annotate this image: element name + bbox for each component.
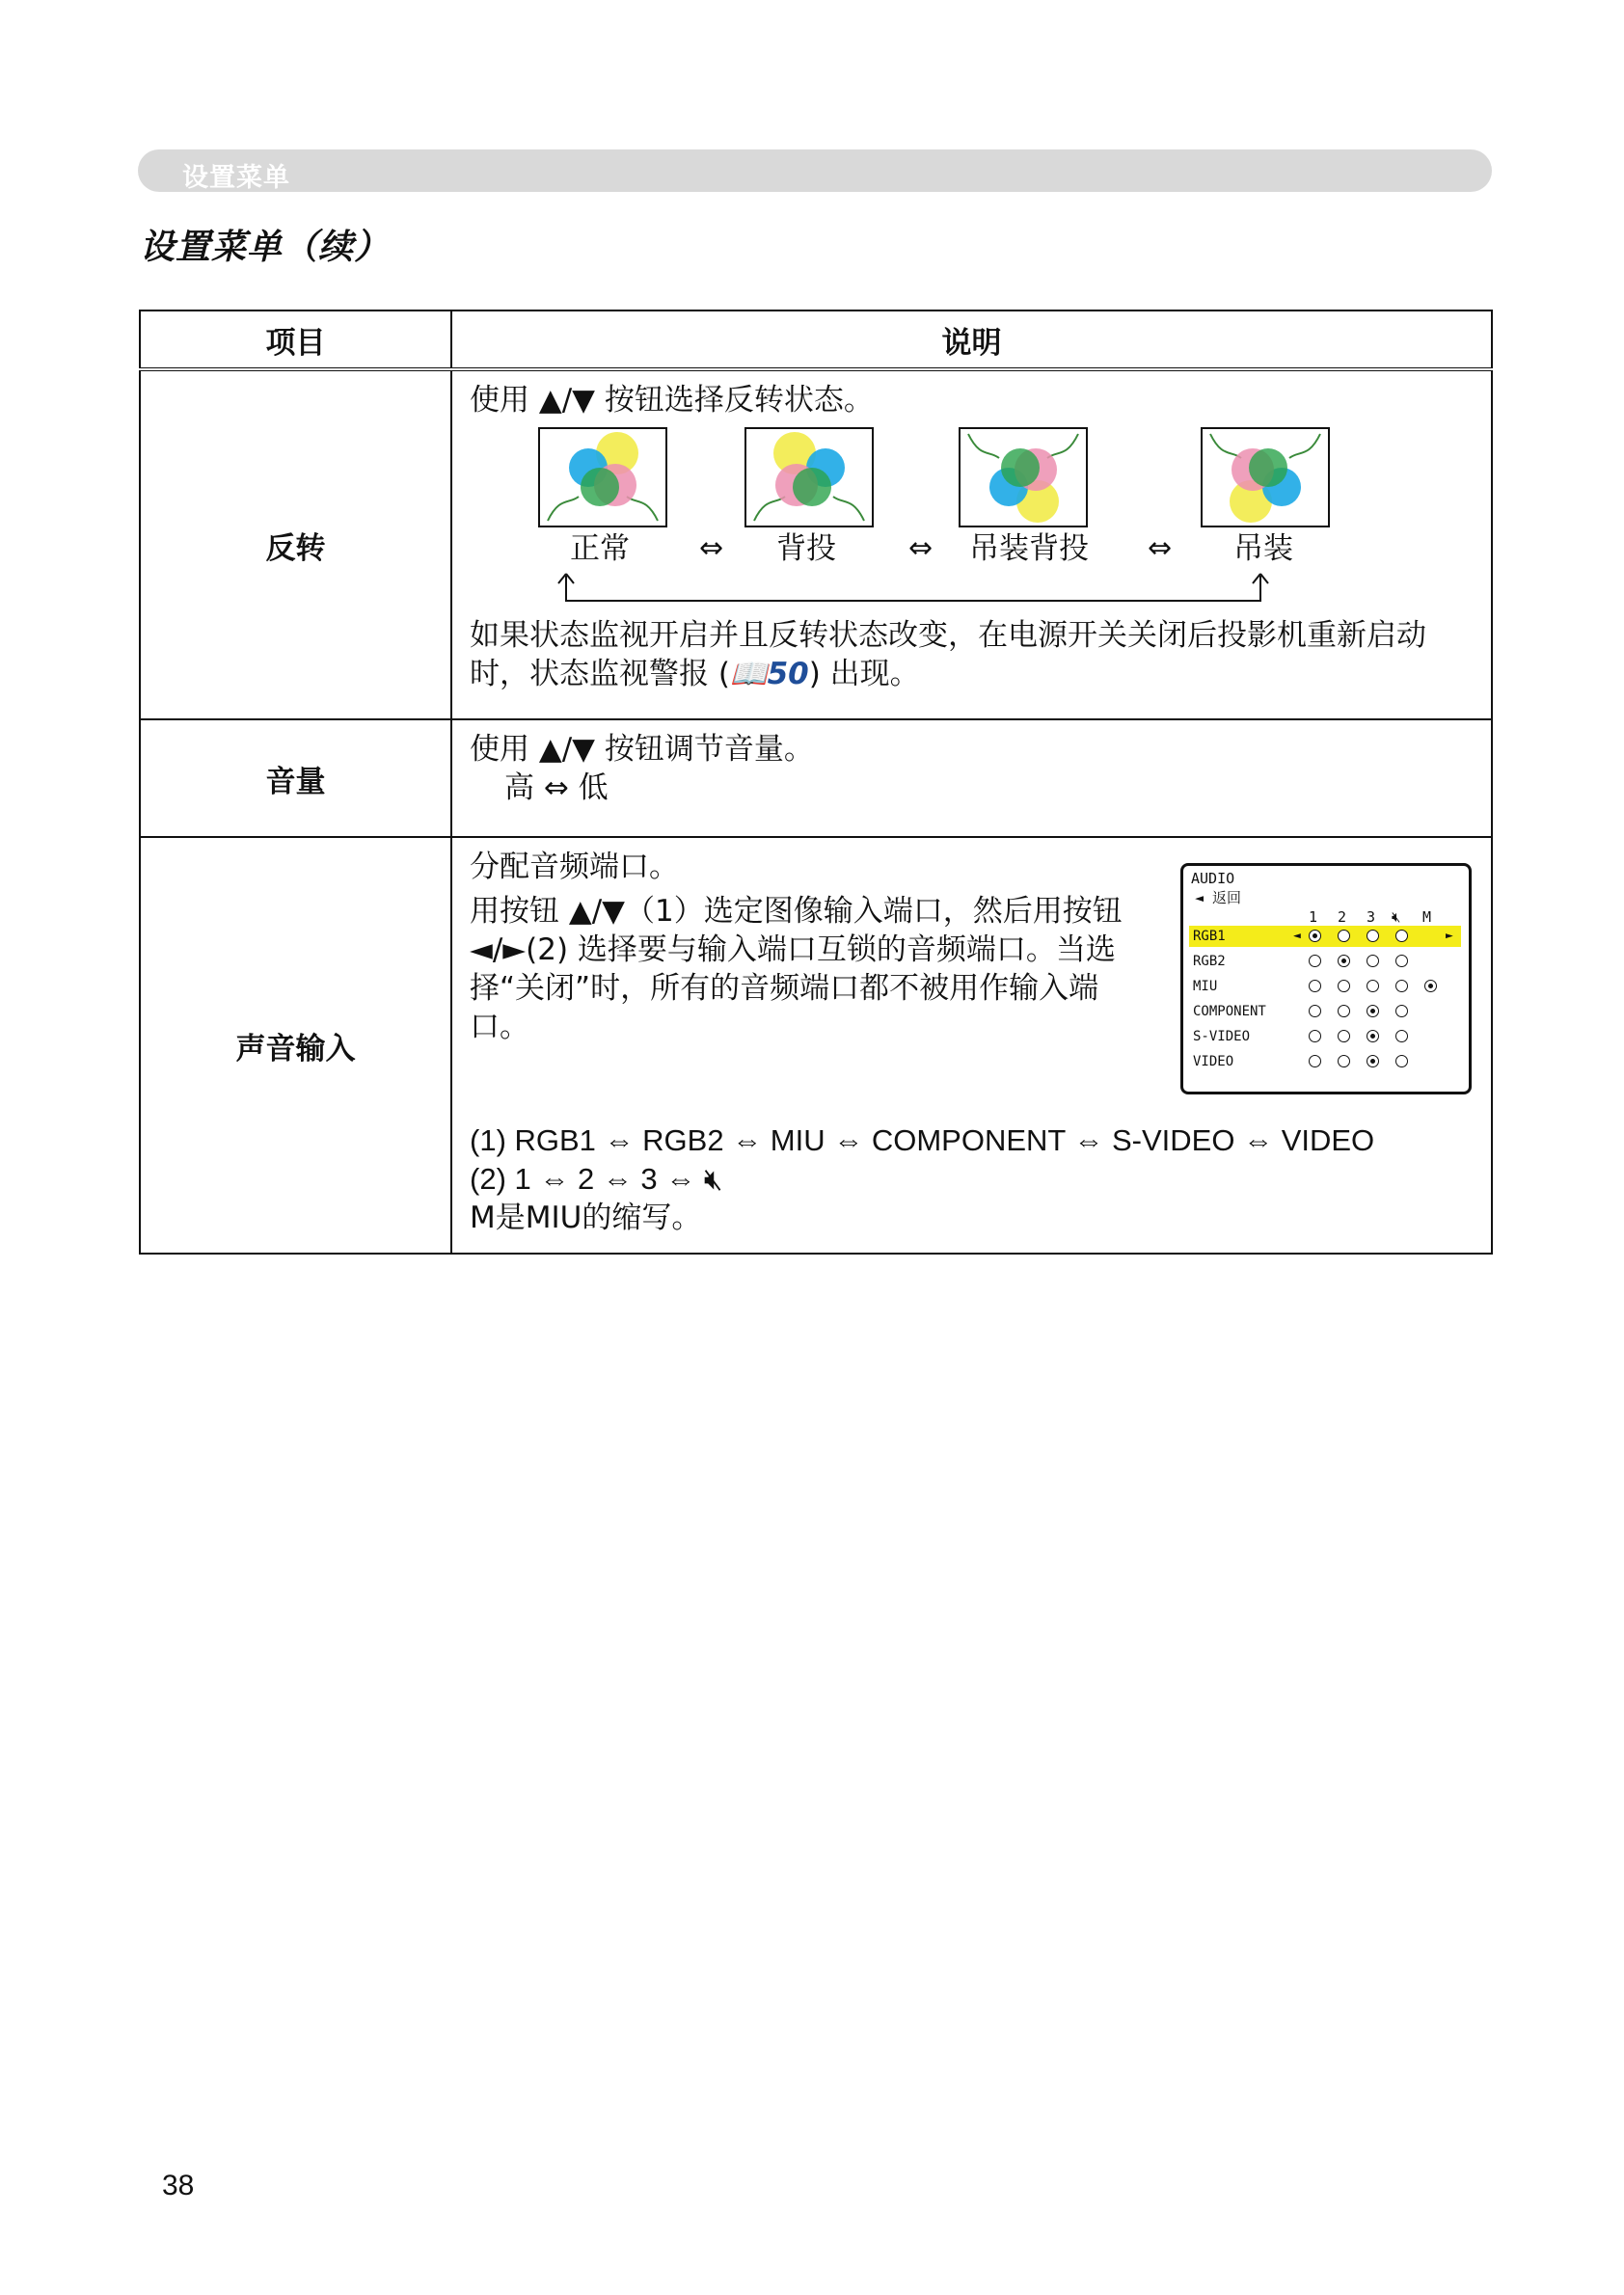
osd-radio[interactable] bbox=[1395, 1030, 1408, 1042]
column-header-item: 项目 bbox=[140, 310, 451, 369]
audio-osd-menu bbox=[1180, 863, 1472, 1094]
mirror-normal-picture bbox=[538, 427, 667, 527]
book-icon: 📖 bbox=[729, 657, 768, 691]
osd-row-label: MIU bbox=[1193, 979, 1218, 994]
osd-col-2: 2 bbox=[1338, 908, 1347, 926]
osd-row-label: COMPONENT bbox=[1193, 1004, 1266, 1019]
osd-row[interactable] bbox=[1189, 1001, 1461, 1022]
desc-audio-source bbox=[451, 837, 1492, 1254]
osd-row[interactable] bbox=[1189, 1051, 1461, 1072]
sequence-1: (1) RGB1 ⇔ RGB2 ⇔ MIU ⇔ COMPONENT ⇔ S-VIDEO ⇔ VIDEO bbox=[470, 1123, 1375, 1157]
osd-radio[interactable] bbox=[1338, 980, 1350, 992]
osd-row[interactable] bbox=[1189, 926, 1461, 947]
osd-radio[interactable] bbox=[1395, 955, 1408, 967]
mirror-rear-picture bbox=[744, 427, 874, 527]
osd-row-label: VIDEO bbox=[1193, 1054, 1234, 1069]
audio-note: M是MIU的缩写。 bbox=[470, 1201, 702, 1235]
state-rear-label: 背投 bbox=[776, 531, 836, 566]
mirror-note: 如果状态监视开启并且反转状态改变，在电源开关关闭后投影机重新启动时，状态监视警报 (📖50) 出现。 bbox=[470, 618, 1426, 691]
audio-sequences bbox=[470, 1121, 1474, 1199]
settings-table bbox=[139, 310, 1493, 1255]
osd-radio[interactable] bbox=[1367, 930, 1379, 942]
item-volume: 音量 bbox=[140, 719, 451, 837]
table-header-row bbox=[140, 310, 1492, 369]
osd-radio[interactable] bbox=[1367, 1055, 1379, 1067]
osd-radio[interactable] bbox=[1395, 930, 1408, 942]
osd-row[interactable] bbox=[1189, 976, 1461, 997]
audio-body: 用按钮 ▲/▼（1）选定图像输入端口，然后用按钮 ◄/►(2) 选择要与输入端口互锁的音频端口。当选择“关闭”时，所有的音频端口都不被用作输入端口。 bbox=[470, 894, 1123, 1044]
left-arrow-icon[interactable]: ◄ bbox=[1293, 929, 1301, 943]
item-mirror: 反转 bbox=[140, 369, 451, 719]
osd-radio[interactable] bbox=[1395, 980, 1408, 992]
volume-range: 高 ⇔ 低 bbox=[504, 770, 609, 805]
mirror-inverted-rear-picture bbox=[959, 427, 1088, 527]
mirror-intro: 使用 ▲/▼ 按钮选择反转状态。 bbox=[470, 383, 874, 418]
osd-radio[interactable] bbox=[1309, 1005, 1321, 1017]
sequence-2: (2) 1 ⇔ 2 ⇔ 3 ⇔ 🔇︎ bbox=[470, 1162, 723, 1196]
audio-intro: 分配音频端口。 bbox=[470, 850, 679, 884]
mirror-inverted-picture bbox=[1201, 427, 1330, 527]
right-arrow-icon[interactable]: ► bbox=[1446, 929, 1453, 943]
osd-radio[interactable] bbox=[1367, 1030, 1379, 1042]
osd-radio[interactable] bbox=[1309, 955, 1321, 967]
speaker-off-icon: 🔇︎ bbox=[703, 1162, 723, 1196]
table-row bbox=[140, 837, 1492, 1254]
osd-radio[interactable] bbox=[1338, 1030, 1350, 1042]
osd-radio[interactable] bbox=[1309, 1055, 1321, 1067]
osd-row[interactable] bbox=[1189, 1026, 1461, 1047]
osd-row[interactable] bbox=[1189, 951, 1461, 972]
page-title: 设置菜单（续） bbox=[140, 228, 391, 267]
swap-arrow: ⇔ bbox=[699, 531, 724, 565]
table-row bbox=[140, 369, 1492, 719]
swap-arrow: ⇔ bbox=[908, 531, 934, 565]
table-row bbox=[140, 719, 1492, 837]
osd-radio[interactable] bbox=[1309, 930, 1321, 942]
osd-radio[interactable] bbox=[1338, 1055, 1350, 1067]
osd-radio[interactable] bbox=[1309, 1030, 1321, 1042]
desc-mirror bbox=[451, 369, 1492, 719]
desc-volume bbox=[451, 719, 1492, 837]
page-number: 38 bbox=[162, 2170, 195, 2201]
item-audio-source: 声音输入 bbox=[140, 837, 451, 1254]
column-header-description: 说明 bbox=[451, 310, 1492, 369]
state-inverted-label: 吊装 bbox=[1233, 531, 1293, 566]
osd-title: AUDIO bbox=[1191, 870, 1235, 887]
osd-radio[interactable] bbox=[1338, 955, 1350, 967]
state-inverted-rear-label: 吊装背投 bbox=[969, 531, 1089, 566]
mirror-figures bbox=[470, 427, 1474, 610]
osd-radio[interactable] bbox=[1309, 980, 1321, 992]
speaker-off-icon: 🔇︎ bbox=[1392, 908, 1401, 926]
osd-radio[interactable] bbox=[1395, 1005, 1408, 1017]
osd-radio[interactable] bbox=[1338, 930, 1350, 942]
osd-radio[interactable] bbox=[1367, 955, 1379, 967]
osd-radio[interactable] bbox=[1367, 980, 1379, 992]
section-header-label: 设置菜单 bbox=[182, 163, 290, 193]
volume-intro: 使用 ▲/▼ 按钮调节音量。 bbox=[470, 732, 814, 767]
osd-col-m: M bbox=[1422, 908, 1432, 926]
osd-radio[interactable] bbox=[1424, 980, 1437, 992]
osd-radio[interactable] bbox=[1367, 1005, 1379, 1017]
osd-row-label: S-VIDEO bbox=[1193, 1029, 1251, 1044]
cycle-loop-arrow bbox=[547, 572, 1280, 610]
page-reference[interactable]: 50 bbox=[767, 657, 809, 691]
osd-row-label: RGB1 bbox=[1193, 929, 1226, 944]
osd-radio[interactable] bbox=[1338, 1005, 1350, 1017]
osd-back-item[interactable]: ◄ 返回 bbox=[1195, 889, 1242, 906]
osd-col-1: 1 bbox=[1309, 908, 1318, 926]
state-normal-label: 正常 bbox=[570, 531, 630, 566]
osd-row-label: RGB2 bbox=[1193, 954, 1226, 969]
osd-col-3: 3 bbox=[1367, 908, 1376, 926]
osd-radio[interactable] bbox=[1395, 1055, 1408, 1067]
swap-arrow: ⇔ bbox=[1148, 531, 1173, 565]
section-header-bar bbox=[138, 149, 1492, 192]
